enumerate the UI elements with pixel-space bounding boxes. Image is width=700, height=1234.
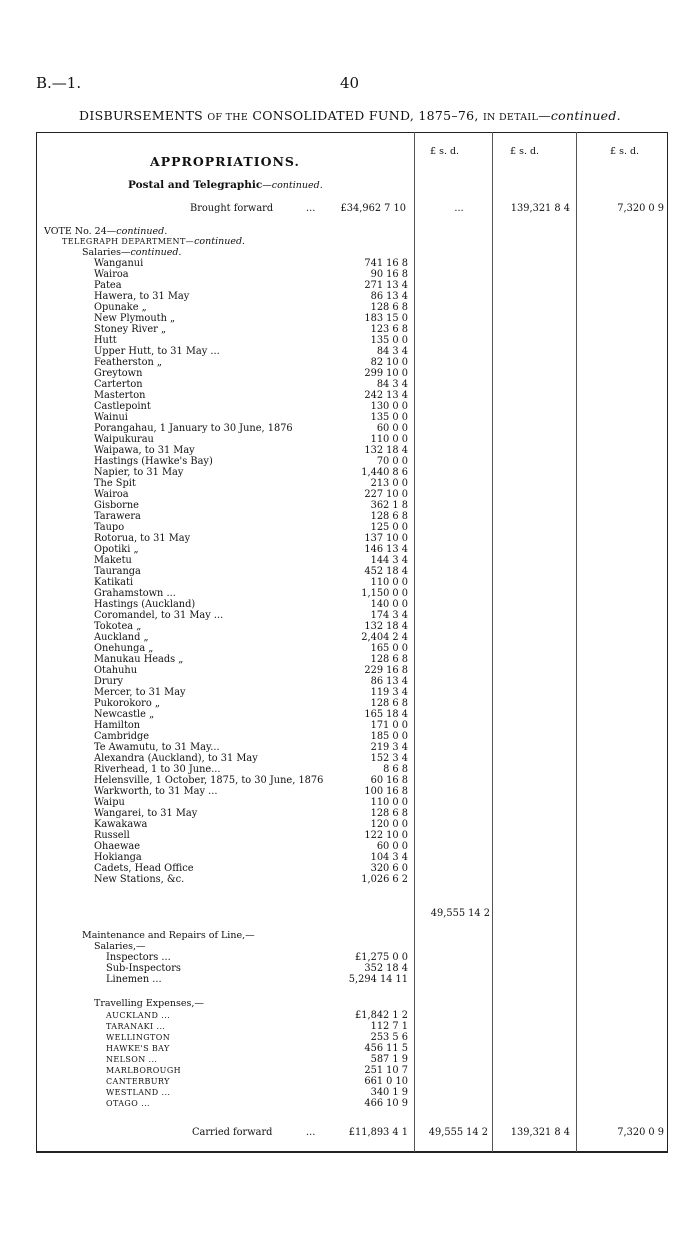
carried-forward-amount: £11,893 4 1 bbox=[348, 1127, 408, 1138]
row-amount: 741 16 8 bbox=[364, 258, 408, 269]
table-row bbox=[94, 280, 408, 291]
row-amount: 70 0 0 bbox=[376, 456, 408, 467]
row-label: New Plymouth „ bbox=[94, 313, 176, 324]
table-row bbox=[94, 588, 408, 599]
row-label: Hawera, to 31 May bbox=[94, 291, 190, 302]
table-row bbox=[106, 1087, 408, 1098]
row-amount: 128 6 8 bbox=[370, 511, 408, 522]
table-row bbox=[94, 434, 408, 445]
row-label: Porangahau, 1 January to 30 June, 1876 bbox=[94, 423, 293, 434]
row-amount: 130 0 0 bbox=[370, 401, 408, 412]
table-row bbox=[106, 1021, 408, 1032]
row-amount: 128 6 8 bbox=[370, 698, 408, 709]
table-row bbox=[94, 346, 408, 357]
row-label: Opotiki „ bbox=[94, 544, 139, 555]
row-label: Opunake „ bbox=[94, 302, 147, 313]
carried-forward-label: Carried forward bbox=[192, 1127, 273, 1138]
row-amount: 120 0 0 bbox=[370, 819, 408, 830]
row-label: Helensville, 1 October, 1875, to 30 June, 1876 bbox=[94, 775, 324, 786]
row-label: Tarawera bbox=[94, 511, 141, 522]
table-row bbox=[94, 863, 408, 874]
brought-forward-label: Brought forward bbox=[190, 203, 274, 214]
table-row bbox=[94, 610, 408, 621]
row-amount: 82 10 0 bbox=[370, 357, 408, 368]
table-row bbox=[94, 632, 408, 643]
table-row bbox=[94, 368, 408, 379]
table-row bbox=[94, 401, 408, 412]
row-amount: 146 13 4 bbox=[364, 544, 408, 555]
table-row bbox=[94, 819, 408, 830]
row-amount: 2,404 2 4 bbox=[361, 632, 408, 643]
row-label: Newcastle „ bbox=[94, 709, 155, 720]
row-amount: 253 5 6 bbox=[370, 1032, 408, 1043]
row-label: The Spit bbox=[94, 478, 136, 489]
row-amount: 456 11 5 bbox=[364, 1043, 408, 1054]
row-amount: 112 7 1 bbox=[370, 1021, 408, 1032]
column-divider bbox=[414, 132, 415, 1152]
row-label: AUCKLAND ... bbox=[106, 1011, 171, 1020]
row-label: Wairoa bbox=[94, 489, 129, 500]
department-heading: TELEGRAPH DEPARTMENT—continued. bbox=[62, 236, 246, 247]
table-row bbox=[94, 324, 408, 335]
row-label: CANTERBURY bbox=[106, 1077, 170, 1086]
row-amount: 8 6 8 bbox=[383, 764, 408, 775]
row-amount: 1,150 0 0 bbox=[361, 588, 408, 599]
row-label: OTAGO ... bbox=[106, 1099, 150, 1108]
row-label: MARLBOROUGH bbox=[106, 1066, 181, 1075]
table-row bbox=[94, 500, 408, 511]
table-row bbox=[106, 1010, 408, 1021]
row-label: Hamilton bbox=[94, 720, 141, 731]
table-row bbox=[94, 445, 408, 456]
row-amount: 242 13 4 bbox=[364, 390, 408, 401]
column-divider bbox=[576, 132, 577, 1152]
row-label: Onehunga „ bbox=[94, 643, 154, 654]
row-amount: 183 15 0 bbox=[364, 313, 408, 324]
table-row bbox=[94, 291, 408, 302]
row-amount: 1,026 6 2 bbox=[361, 874, 408, 885]
row-amount: 5,294 14 11 bbox=[348, 974, 408, 985]
row-amount: 86 13 4 bbox=[370, 291, 408, 302]
table-row bbox=[94, 423, 408, 434]
table-row bbox=[94, 731, 408, 742]
row-label: Napier, to 31 May bbox=[94, 467, 184, 478]
row-amount: 128 6 8 bbox=[370, 654, 408, 665]
row-label: New Stations, &c. bbox=[94, 874, 185, 885]
row-amount: 140 0 0 bbox=[370, 599, 408, 610]
row-label: Pukorokoro „ bbox=[94, 698, 160, 709]
table-row bbox=[106, 1032, 408, 1043]
table-row bbox=[94, 313, 408, 324]
row-amount: 587 1 9 bbox=[370, 1054, 408, 1065]
row-amount: 125 0 0 bbox=[370, 522, 408, 533]
row-amount: 104 3 4 bbox=[370, 852, 408, 863]
column-divider bbox=[492, 132, 493, 1152]
brought-forward-col3: 7,320 0 9 bbox=[617, 203, 664, 214]
row-label: Sub-Inspectors bbox=[106, 963, 181, 974]
carried-forward-dots: ... bbox=[306, 1127, 316, 1138]
table-row bbox=[94, 302, 408, 313]
row-amount: 119 3 4 bbox=[370, 687, 408, 698]
row-amount: 171 0 0 bbox=[370, 720, 408, 731]
row-amount: 219 3 4 bbox=[370, 742, 408, 753]
table-row bbox=[94, 797, 408, 808]
row-amount: 110 0 0 bbox=[370, 797, 408, 808]
row-label: Gisborne bbox=[94, 500, 139, 511]
row-amount: 110 0 0 bbox=[370, 434, 408, 445]
row-label: Auckland „ bbox=[94, 632, 149, 643]
row-amount: 452 18 4 bbox=[364, 566, 408, 577]
column-header-1: £ s. d. bbox=[430, 146, 460, 157]
page-title: DISBURSEMENTS OF THE CONSOLIDATED FUND, 1875–76, IN DETAIL—continued. bbox=[79, 108, 621, 123]
salaries-total: 49,555 14 2 bbox=[430, 908, 490, 919]
table-row bbox=[94, 753, 408, 764]
row-amount: 1,440 8 6 bbox=[361, 467, 408, 478]
row-label: Te Awamutu, to 31 May... bbox=[94, 742, 220, 753]
row-label: Riverhead, 1 to 30 June... bbox=[94, 764, 221, 775]
table-row bbox=[94, 698, 408, 709]
row-label: Wainui bbox=[94, 412, 128, 423]
row-label: Linemen ... bbox=[106, 974, 162, 985]
table-row bbox=[106, 1065, 408, 1076]
row-amount: 84 3 4 bbox=[376, 379, 408, 390]
row-amount: 90 16 8 bbox=[370, 269, 408, 280]
row-amount: 123 6 8 bbox=[370, 324, 408, 335]
row-amount: 320 6 0 bbox=[370, 863, 408, 874]
row-label: Tokotea „ bbox=[94, 621, 142, 632]
table-row bbox=[94, 566, 408, 577]
row-amount: 362 1 8 bbox=[370, 500, 408, 511]
carried-forward-col1: 49,555 14 2 bbox=[428, 1127, 488, 1138]
table-row bbox=[94, 511, 408, 522]
table-row bbox=[94, 764, 408, 775]
page-number: 40 bbox=[340, 74, 360, 92]
maintenance-heading: Maintenance and Repairs of Line,— bbox=[82, 930, 255, 941]
table-row bbox=[94, 841, 408, 852]
table-row bbox=[94, 808, 408, 819]
table-row bbox=[94, 577, 408, 588]
row-label: Rotorua, to 31 May bbox=[94, 533, 191, 544]
row-amount: 128 6 8 bbox=[370, 808, 408, 819]
table-row bbox=[94, 379, 408, 390]
row-label: Hastings (Auckland) bbox=[94, 599, 196, 610]
row-label: WESTLAND ... bbox=[106, 1088, 171, 1097]
row-label: Greytown bbox=[94, 368, 143, 379]
row-amount: 84 3 4 bbox=[376, 346, 408, 357]
table-row bbox=[94, 775, 408, 786]
table-row bbox=[94, 665, 408, 676]
row-amount: 132 18 4 bbox=[364, 621, 408, 632]
table-row bbox=[94, 786, 408, 797]
row-amount: 122 10 0 bbox=[364, 830, 408, 841]
row-amount: 165 18 4 bbox=[364, 709, 408, 720]
row-label: Coromandel, to 31 May ... bbox=[94, 610, 224, 621]
row-label: Warkworth, to 31 May ... bbox=[94, 786, 218, 797]
row-label: Alexandra (Auckland), to 31 May bbox=[94, 753, 258, 764]
row-amount: 165 0 0 bbox=[370, 643, 408, 654]
row-label: Kawakawa bbox=[94, 819, 148, 830]
travelling-heading: Travelling Expenses,— bbox=[94, 998, 204, 1009]
row-label: Taupo bbox=[94, 522, 125, 533]
table-row bbox=[106, 1054, 408, 1065]
maintenance-salaries-heading: Salaries,— bbox=[94, 941, 146, 952]
row-label: HAWKE'S BAY bbox=[106, 1044, 170, 1053]
section-heading: Postal and Telegraphic—continued. bbox=[128, 179, 323, 191]
row-amount: 100 16 8 bbox=[364, 786, 408, 797]
row-label: Maketu bbox=[94, 555, 132, 566]
row-label: Patea bbox=[94, 280, 122, 291]
table-row bbox=[94, 555, 408, 566]
row-amount: 137 10 0 bbox=[364, 533, 408, 544]
table-row bbox=[94, 643, 408, 654]
table-row bbox=[94, 478, 408, 489]
row-label: Carterton bbox=[94, 379, 143, 390]
row-amount: 174 3 4 bbox=[370, 610, 408, 621]
table-row bbox=[106, 1098, 408, 1109]
row-amount: 661 0 10 bbox=[364, 1076, 408, 1087]
table-row bbox=[94, 258, 408, 269]
table-row bbox=[94, 390, 408, 401]
row-label: Featherston „ bbox=[94, 357, 162, 368]
table-row bbox=[106, 1043, 408, 1054]
row-label: Drury bbox=[94, 676, 124, 687]
row-label: Waipu bbox=[94, 797, 125, 808]
row-amount: 135 0 0 bbox=[370, 412, 408, 423]
row-label: NELSON ... bbox=[106, 1055, 158, 1064]
appropriations-heading: APPROPRIATIONS. bbox=[150, 154, 300, 169]
table-row bbox=[94, 269, 408, 280]
table-row bbox=[94, 830, 408, 841]
table-row bbox=[94, 412, 408, 423]
table-row bbox=[94, 357, 408, 368]
row-label: Mercer, to 31 May bbox=[94, 687, 186, 698]
row-amount: 110 0 0 bbox=[370, 577, 408, 588]
table-row bbox=[94, 874, 408, 885]
table-row bbox=[106, 952, 408, 963]
row-label: Cambridge bbox=[94, 731, 150, 742]
row-amount: 340 1 9 bbox=[370, 1087, 408, 1098]
table-row bbox=[94, 533, 408, 544]
row-label: Castlepoint bbox=[94, 401, 151, 412]
table-row bbox=[94, 467, 408, 478]
row-label: Wairoa bbox=[94, 269, 129, 280]
brought-forward-col1: ... bbox=[454, 203, 464, 214]
row-amount: 227 10 0 bbox=[364, 489, 408, 500]
table-row bbox=[94, 687, 408, 698]
row-amount: 60 0 0 bbox=[376, 423, 408, 434]
table-row bbox=[94, 522, 408, 533]
row-label: Otahuhu bbox=[94, 665, 138, 676]
brought-forward-col2: 139,321 8 4 bbox=[510, 203, 570, 214]
carried-forward-col3: 7,320 0 9 bbox=[617, 1127, 664, 1138]
row-amount: 352 18 4 bbox=[364, 963, 408, 974]
row-amount: £1,275 0 0 bbox=[355, 952, 408, 963]
row-label: Waipukurau bbox=[94, 434, 154, 445]
row-label: Masterton bbox=[94, 390, 146, 401]
row-label: WELLINGTON bbox=[106, 1033, 171, 1042]
row-amount: 229 16 8 bbox=[364, 665, 408, 676]
table-row bbox=[106, 974, 408, 985]
row-label: Hastings (Hawke's Bay) bbox=[94, 456, 213, 467]
row-amount: 60 0 0 bbox=[376, 841, 408, 852]
row-label: Katikati bbox=[94, 577, 134, 588]
row-label: Hutt bbox=[94, 335, 117, 346]
table-row bbox=[94, 676, 408, 687]
salaries-heading: Salaries—continued. bbox=[82, 247, 182, 258]
row-label: Waipawa, to 31 May bbox=[94, 445, 195, 456]
row-amount: 466 10 9 bbox=[364, 1098, 408, 1109]
document-reference: B.—1. bbox=[36, 74, 82, 92]
row-label: Upper Hutt, to 31 May ... bbox=[94, 346, 220, 357]
row-amount: 251 10 7 bbox=[364, 1065, 408, 1076]
row-amount: £1,842 1 2 bbox=[355, 1010, 408, 1021]
brought-forward-amount: £34,962 7 10 bbox=[340, 203, 406, 214]
vote-heading: VOTE No. 24—continued. bbox=[44, 226, 168, 237]
table-row bbox=[94, 709, 408, 720]
table-row bbox=[94, 742, 408, 753]
row-label: Cadets, Head Office bbox=[94, 863, 194, 874]
column-header-2: £ s. d. bbox=[510, 146, 540, 157]
row-label: Hokianga bbox=[94, 852, 142, 863]
table-row bbox=[94, 456, 408, 467]
brought-forward-dots: ... bbox=[306, 203, 316, 214]
row-amount: 213 0 0 bbox=[370, 478, 408, 489]
table-row bbox=[106, 963, 408, 974]
table-row bbox=[94, 489, 408, 500]
row-label: Wanganui bbox=[94, 258, 144, 269]
table-row bbox=[94, 544, 408, 555]
row-label: Tauranga bbox=[94, 566, 141, 577]
row-label: Wangarei, to 31 May bbox=[94, 808, 198, 819]
row-amount: 128 6 8 bbox=[370, 302, 408, 313]
carried-forward-col2: 139,321 8 4 bbox=[510, 1127, 570, 1138]
row-label: Manukau Heads „ bbox=[94, 654, 184, 665]
table-row bbox=[94, 621, 408, 632]
row-amount: 299 10 0 bbox=[364, 368, 408, 379]
column-header-3: £ s. d. bbox=[610, 146, 640, 157]
row-label: TARANAKI ... bbox=[106, 1022, 166, 1031]
row-label: Ohaewae bbox=[94, 841, 141, 852]
row-amount: 152 3 4 bbox=[370, 753, 408, 764]
row-amount: 132 18 4 bbox=[364, 445, 408, 456]
table-row bbox=[94, 720, 408, 731]
row-amount: 135 0 0 bbox=[370, 335, 408, 346]
table-row bbox=[94, 599, 408, 610]
row-label: Inspectors ... bbox=[106, 952, 171, 963]
row-amount: 86 13 4 bbox=[370, 676, 408, 687]
table-row bbox=[94, 852, 408, 863]
row-amount: 60 16 8 bbox=[370, 775, 408, 786]
row-amount: 144 3 4 bbox=[370, 555, 408, 566]
table-row bbox=[94, 335, 408, 346]
row-amount: 271 13 4 bbox=[364, 280, 408, 291]
row-amount: 185 0 0 bbox=[370, 731, 408, 742]
row-label: Russell bbox=[94, 830, 130, 841]
row-label: Stoney River „ bbox=[94, 324, 167, 335]
table-row bbox=[106, 1076, 408, 1087]
table-row bbox=[94, 654, 408, 665]
row-label: Grahamstown ... bbox=[94, 588, 176, 599]
